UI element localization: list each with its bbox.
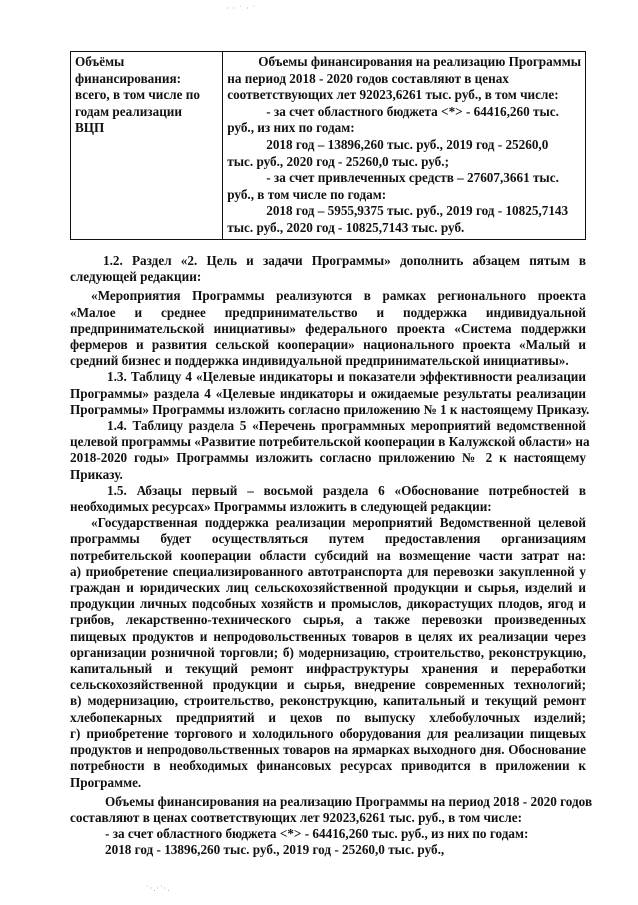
text-line: следующей редакции: <box>70 269 202 285</box>
value-line: соответствующих лет 92023,6261 тыс. руб., в том числе: <box>227 87 559 103</box>
value-line: Объемы финансирования на реализацию Программы <box>258 54 581 69</box>
paragraph-1-2 <box>70 253 586 285</box>
text-line: предпринимательской инициативы» федерального проекта «Система поддержки <box>70 320 586 336</box>
scan-noise-bottom: ˙·.·˙·. <box>146 884 171 893</box>
text-line: Приказу. <box>70 466 123 482</box>
text-line: «Малое и среднее предпринимательство и поддержка индивидуальной <box>70 304 586 320</box>
paragraph-1-4 <box>70 418 590 483</box>
paragraph-financing-volume <box>70 793 593 826</box>
value-line: - за счет привлеченных средств – 27607,3661 тыс. <box>266 170 559 186</box>
paragraph-years-breakdown <box>70 842 586 858</box>
paragraph-state-support <box>70 515 586 790</box>
text-line: 2018 год - 13896,260 тыс. руб., 2019 год - 25260,0 тыс. руб., <box>105 842 445 858</box>
text-line: г) приобретение торгового и холодильного оборудования для реализации пищевых <box>70 725 586 741</box>
text-line: потребительской кооперации области субсидий на возмещение части затрат на: <box>70 547 586 563</box>
label-line: годам реализации <box>75 103 182 119</box>
text-line: программы будет осуществляться путем предоставления организациям <box>70 531 586 547</box>
text-line: Программе. <box>70 774 142 790</box>
value-line: 2018 год – 13896,260 тыс. руб., 2019 год - 25260,0 <box>266 136 549 152</box>
text-line: Программы» раздела 4 «Целевые индикаторы и ожидаемые результаты реализации <box>70 385 586 401</box>
value-line: на период 2018 - 2020 годов составляют в ценах <box>227 70 509 86</box>
label-line: Объёмы <box>75 54 125 69</box>
text-line: необходимых ресурсах» Программы изложить в следующей редакции: <box>70 499 492 515</box>
text-line: 1.3. Таблицу 4 «Целевые индикаторы и показатели эффективности реализации <box>107 369 586 385</box>
text-line: 2018-2020 годы» Программы изложить согласно приложению № 2 к настоящему <box>70 450 586 466</box>
financing-table <box>70 51 586 240</box>
text-line: 1.2. Раздел «2. Цель и задачи Программы» дополнить абзацем пятым в <box>103 253 586 268</box>
document-body <box>70 253 593 859</box>
financing-table-row <box>71 52 586 240</box>
value-line: руб., из них по годам: <box>227 120 355 136</box>
text-line: Объемы финансирования на реализацию Программы на период 2018 - 2020 годов <box>105 793 593 809</box>
paragraph-regional-budget <box>70 826 586 842</box>
text-line: организации розничной торговли; б) модернизацию, строительство, реконструкцию, <box>70 644 586 660</box>
label-line: всего, в том числе по <box>75 87 200 103</box>
text-line: средний бизнес и поддержка индивидуальной предпринимательской инициативы». <box>70 353 569 369</box>
value-line: - за счет областного бюджета <*> - 64416,260 тыс. <box>266 103 559 119</box>
text-line: потребности в необходимых финансовых ресурсах приводится в приложении к <box>70 758 586 774</box>
text-line: а) приобретение специализированного автотранспорта для перевозки закупленной у <box>70 563 586 579</box>
paragraph-1-3 <box>70 369 590 418</box>
label-line: ВЦП <box>75 120 105 136</box>
scan-noise-top: · · ˙ · ˙ <box>226 4 257 13</box>
financing-value-cell <box>223 52 586 240</box>
text-line: пищевых продуктов и непродовольственных товаров в целях их реализации через <box>70 628 586 644</box>
text-line: - за счет областного бюджета <*> - 64416,260 тыс. руб., из них по годам: <box>105 826 529 842</box>
text-line: хлебопекарных предприятий и цехов по выпуску хлебобулочных изделий; <box>70 709 586 725</box>
text-line: капитальный и текущий ремонт инфраструктуры хранения и переработки <box>70 661 586 677</box>
paragraph-measures <box>70 288 586 369</box>
text-line: сельскохозяйственной продукции и сырья, внедрение современных технологий; <box>70 677 586 693</box>
text-line: граждан и юридических лиц сельскохозяйственной продукции и сырья, изделий и <box>70 580 586 596</box>
value-line: тыс. руб., 2020 год - 25260,0 тыс. руб.; <box>227 153 449 169</box>
text-line: составляют в ценах соответствующих лет 92023,6261 тыс. руб., в том числе: <box>70 809 523 825</box>
text-line: 1.5. Абзацы первый – восьмой раздела 6 «Обоснование потребностей в <box>107 482 586 498</box>
text-line: Программы» Программы изложить согласно приложению № 1 к настоящему Приказу. <box>70 401 590 417</box>
text-line: в) модернизацию, строительство, реконструкцию, капитальный и текущий ремонт <box>70 693 586 709</box>
text-line: продуктов и непродовольственных товаров на ярмарках выходного дня. Обоснование <box>70 742 586 758</box>
text-line: «Государственная поддержка реализации мероприятий Ведомственной целевой <box>91 515 586 531</box>
label-line: финансирования: <box>75 70 182 86</box>
financing-label-cell <box>71 52 223 240</box>
text-line: «Мероприятия Программы реализуются в рамках регионального проекта <box>91 288 586 304</box>
text-line: целевой программы «Развитие потребительской кооперации в Калужской области» на <box>70 434 590 450</box>
text-line: продукции личных подсобных хозяйств и промыслов, дикорастущих плодов, ягод и <box>70 596 586 612</box>
value-line: тыс. руб., 2020 год - 10825,7143 тыс. руб. <box>227 219 465 235</box>
paragraph-1-5 <box>70 483 586 515</box>
text-line: фермеров и развития сельской кооперации» национального проекта «Малый и <box>70 337 586 353</box>
value-line: руб., в том числе по годам: <box>227 186 387 202</box>
text-line: грибов, лекарственно-технического сырья, а также перевозки произведенных <box>70 612 586 628</box>
value-line: 2018 год – 5955,9375 тыс. руб., 2019 год - 10825,7143 <box>266 203 569 219</box>
text-line: 1.4. Таблицу раздела 5 «Перечень программных мероприятий ведомственной <box>107 418 586 434</box>
